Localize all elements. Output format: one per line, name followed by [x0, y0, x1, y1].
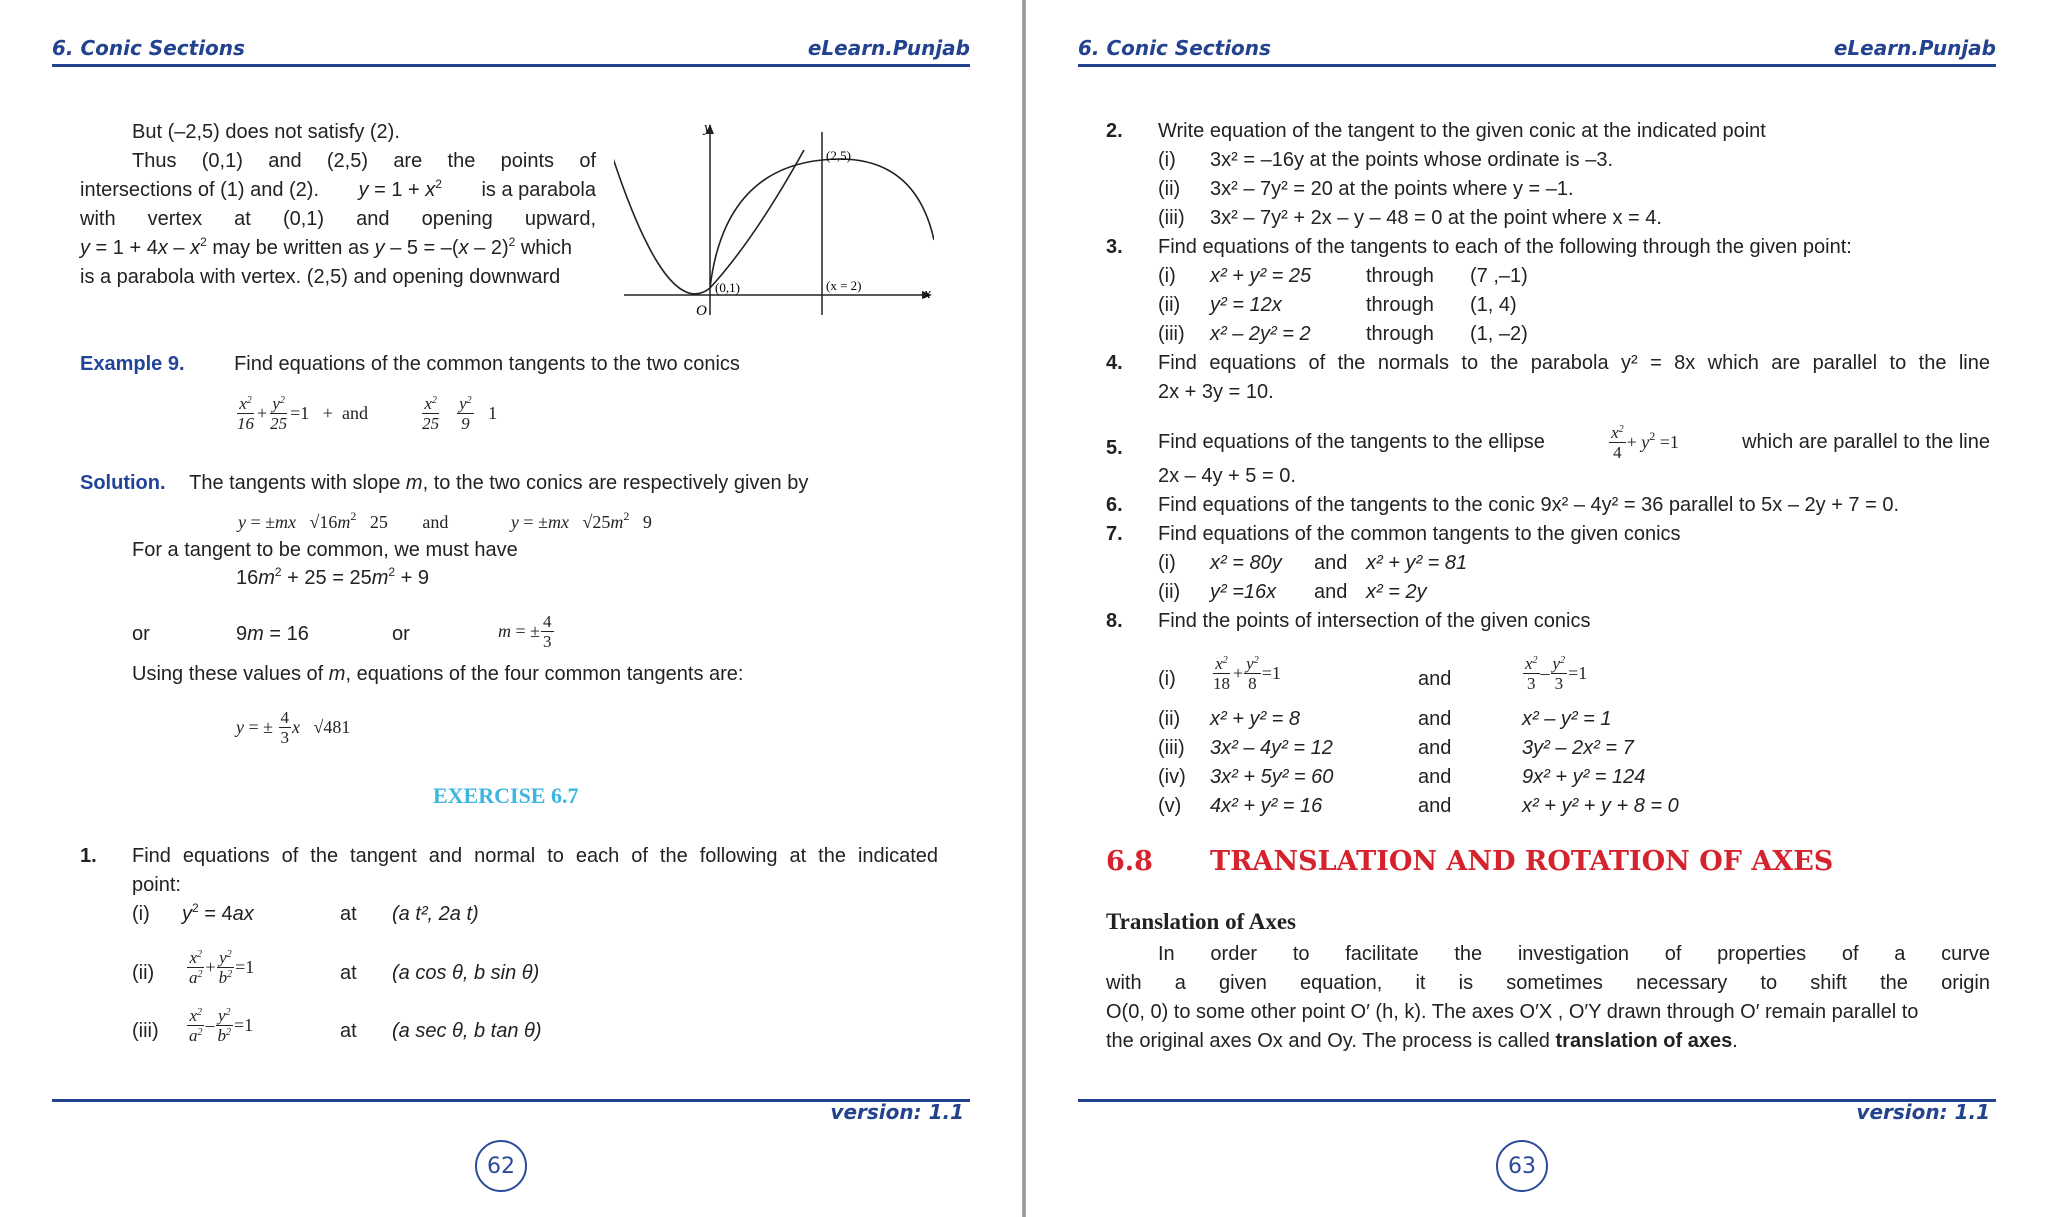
header-brand: eLearn.Punjab: [807, 36, 970, 60]
section-title: TRANSLATION AND ROTATION OF AXES: [1210, 846, 1834, 877]
q7-row-and: and: [1314, 552, 1348, 574]
q5-ellipse-formula: $\frac{x^2}{4}$ + $y^2 =1$: [1611, 423, 1679, 463]
para-line-2: with a given equation, it is sometimes necessary to shift the origin: [1106, 972, 1990, 994]
para-text: .: [1732, 1030, 1738, 1052]
q8-i-label: (i): [1158, 668, 1176, 690]
q3-row-point: (1, –2): [1470, 323, 1528, 345]
intro-line-5: $y = 1 + 4x - x^2$ may be written as y – 5 = –(x – 2)$^2$ which: [80, 235, 572, 259]
q3-row-equation: y² = 12x: [1210, 294, 1282, 316]
q8-row-label: (v): [1158, 795, 1182, 817]
q5-text-line-2: 2x – 4y + 5 = 0.: [1158, 465, 1296, 487]
using-values-line: Using these values of m, equations of the four common tangents are:: [132, 663, 744, 685]
tangent-equations: y = ±mx $√16m^2$ 25 and y = ±mx $√25m^2$ 9: [238, 509, 652, 532]
q8-i-and: and: [1418, 668, 1452, 690]
q3-row-label: (i): [1158, 265, 1176, 287]
q1-ii-label: (ii): [132, 962, 155, 984]
example-text: Find equations of the common tangents to the two conics: [234, 353, 740, 375]
intro-line-3: [80, 176, 596, 204]
solution-text: , to the two conics are respectively given by: [422, 472, 809, 494]
and-text: and: [341, 403, 368, 423]
q8-row-a: x² + y² = 8: [1210, 708, 1301, 730]
nine-m-equation: 9m = 16: [236, 623, 309, 645]
section-number: 6.8: [1106, 846, 1153, 877]
q4-text-line-2: 2x + 3y = 10.: [1158, 381, 1274, 403]
common-equation: $16m^2 + 25 = 25m^2 + 9$: [236, 565, 429, 589]
q1-i-label: (i): [132, 903, 150, 925]
q8-row-and: and: [1418, 708, 1452, 730]
q6-text: Find equations of the tangents to the conic 9x² – 4y² = 36 parallel to 5x – 2y + 7 = 0.: [1158, 494, 1900, 516]
q8-row-label: (iv): [1158, 766, 1186, 788]
q1-text-line-1: Find equations of the tangent and normal to each of the following at the indicated: [132, 845, 938, 867]
exercise-title: EXERCISE 6.7: [433, 783, 579, 808]
upward-parabola: [614, 130, 804, 294]
q8-row-b: 9x² + y² = 124: [1522, 766, 1646, 788]
q8-row-a: 3x² – 4y² = 12: [1210, 737, 1333, 759]
subheading-translation-of-axes: Translation of Axes: [1106, 909, 1296, 934]
or-label-1: or: [132, 623, 150, 645]
q2-ii-label: (ii): [1158, 178, 1181, 200]
q7-row-b: x² + y² = 81: [1366, 552, 1468, 574]
header-rule: [1078, 64, 1996, 67]
page-63: [1026, 0, 2048, 1217]
q1-i-point: (a t², 2a t): [392, 903, 479, 925]
page-number: 62: [475, 1140, 527, 1192]
footer-version: version: 1.1: [1856, 1100, 1990, 1124]
q8-row-and: and: [1418, 737, 1452, 759]
q7-text: Find equations of the common tangents to the given conics: [1158, 523, 1681, 545]
q3-number: 3.: [1106, 236, 1123, 258]
graph-label-x-equals-2: (x = 2): [826, 278, 862, 293]
q1-text-line-2: point:: [132, 874, 181, 896]
parabola-eq-1: $y = 1 + x^2$: [358, 177, 442, 201]
solution-line: [80, 469, 808, 497]
para-text: the original axes Ox and Oy. The process is called: [1106, 1030, 1550, 1052]
parabolas-graph: [614, 120, 934, 320]
q1-ii-point: (a cos θ, b sin θ): [392, 962, 540, 984]
q8-row-a: 3x² + 5y² = 60: [1210, 766, 1334, 788]
common-condition: For a tangent to be common, we must have: [132, 539, 518, 561]
q7-row-label: (ii): [1158, 581, 1181, 603]
q8-number: 8.: [1106, 610, 1123, 632]
q1-iii-point: (a sec θ, b tan θ): [392, 1020, 542, 1042]
example-label: Example 9.: [80, 353, 185, 375]
q8-row-b: 3y² – 2x² = 7: [1522, 737, 1634, 759]
graph-label-x: x: [924, 286, 931, 302]
header-chapter-title: 6. Conic Sections: [52, 36, 245, 60]
page-62: [0, 0, 1022, 1217]
graph-label-y: y: [704, 120, 711, 136]
q1-iii-label: (iii): [132, 1020, 159, 1042]
q3-row-point: (1, 4): [1470, 294, 1517, 316]
and-text: and: [422, 512, 449, 532]
para-bold-term: translation of axes: [1555, 1030, 1733, 1052]
q8-text: Find the points of intersection of the given conics: [1158, 610, 1591, 632]
q1-ii-at: at: [340, 962, 357, 984]
para-line-4: [1106, 1027, 1738, 1055]
q8-row-and: and: [1418, 795, 1452, 817]
q5-text: Find equations of the tangents to the ellipse: [1158, 431, 1545, 454]
q7-row-a: x² = 80y: [1210, 552, 1282, 574]
q8-row-b: x² + y² + y + 8 = 0: [1522, 795, 1679, 817]
m-value: m = ± $\frac{4}{3}$: [498, 612, 552, 651]
q5-text-line-1: [1158, 422, 1990, 462]
q3-row-point: (7 ,–1): [1470, 265, 1528, 287]
solution-text: The tangents with slope: [189, 472, 401, 494]
q8-row-label: (ii): [1158, 708, 1181, 730]
q3-text: Find equations of the tangents to each of the following through the given point:: [1158, 236, 1852, 258]
q7-number: 7.: [1106, 523, 1123, 545]
q2-number: 2.: [1106, 120, 1123, 142]
q3-row-label: (ii): [1158, 294, 1181, 316]
q3-row-through: through: [1366, 323, 1434, 345]
q7-row-a: y² =16x: [1210, 581, 1277, 603]
intro-line-1: But (–2,5) does not satisfy (2).: [132, 121, 400, 143]
q6-number: 6.: [1106, 494, 1123, 516]
graph-label-point-0-1: (0,1): [715, 280, 740, 295]
header-rule: [52, 64, 970, 67]
q4-number: 4.: [1106, 352, 1123, 374]
q1-i-at: at: [340, 903, 357, 925]
q4-text-line-1: Find equations of the normals to the parabola y² = 8x which are parallel to the line: [1158, 352, 1990, 374]
graph-label-origin: O: [696, 303, 707, 319]
q7-row-label: (i): [1158, 552, 1176, 574]
slope-m: m: [405, 472, 423, 494]
q7-row-b: x² = 2y: [1366, 581, 1427, 603]
q1-iii-at: at: [340, 1020, 357, 1042]
q3-row-equation: x² – 2y² = 2: [1210, 323, 1311, 345]
intro-text: which: [520, 237, 572, 259]
graph-label-point-2-5: (2,5): [826, 148, 851, 163]
q5-text: which are parallel to the line: [1742, 431, 1990, 454]
q1-i-equation: $y^2 = 4ax$: [182, 901, 254, 925]
q2-iii-text: 3x² – 7y² + 2x – y – 48 = 0 at the point where x = 4.: [1210, 207, 1662, 229]
q8-i-equation-a: $\frac{x^2}{18}$ + $\frac{y^2}{8}$ =1: [1213, 654, 1281, 694]
q2-i-label: (i): [1158, 149, 1176, 171]
q2-i-text: 3x² = –16y at the points whose ordinate is –3.: [1210, 149, 1614, 171]
intro-line-2: Thus (0,1) and (2,5) are the points of: [132, 150, 596, 172]
using-text: Using these values of: [132, 663, 324, 685]
footer-version: version: 1.1: [830, 1100, 964, 1124]
intro-line-6: is a parabola with vertex. (2,5) and opening downward: [80, 266, 561, 288]
intro-text: intersections of (1) and (2).: [80, 179, 319, 201]
q8-i-equation-b: $\frac{x^2}{3}$ – $\frac{y^2}{3}$ =1: [1525, 654, 1588, 694]
q8-row-label: (iii): [1158, 737, 1185, 759]
q8-row-b: x² – y² = 1: [1522, 708, 1612, 730]
using-text: , equations of the four common tangents are:: [345, 663, 744, 685]
or-label-2: or: [392, 623, 410, 645]
para-line-3: O(0, 0) to some other point O′ (h, k). The axes O′X , O′Y drawn through O′ remain parallel to: [1106, 1001, 1919, 1023]
q2-text: Write equation of the tangent to the given conic at the indicated point: [1158, 120, 1766, 142]
header-chapter-title: 6. Conic Sections: [1078, 36, 1271, 60]
q1-iii-equation: $\frac{x^2}{a^2}$ – $\frac{y^2}{b^2}$ =1: [189, 1006, 254, 1046]
example-conics-formula: $\frac{x^2}{16}$ + $\frac{y^2}{25}$ =1 + and $\frac{x^2}{25}$ $\frac{y^2}{9}$ 1: [237, 394, 498, 434]
example-line: [80, 350, 740, 378]
q2-iii-label: (iii): [1158, 207, 1185, 229]
q1-ii-equation: $\frac{x^2}{a^2}$ + $\frac{y^2}{b^2}$ =1: [189, 948, 255, 988]
intro-text: is a parabola: [481, 179, 596, 201]
q7-row-and: and: [1314, 581, 1348, 603]
q2-ii-text: 3x² – 7y² = 20 at the points where y = –1.: [1210, 178, 1574, 200]
intro-text: may be written as: [212, 237, 370, 259]
q3-row-equation: x² + y² = 25: [1210, 265, 1312, 287]
para-line-1: In order to facilitate the investigation of properties of a curve: [1158, 943, 1990, 965]
q1-number: 1.: [80, 845, 97, 867]
q8-row-and: and: [1418, 766, 1452, 788]
solution-label: Solution.: [80, 472, 166, 494]
q3-row-through: through: [1366, 265, 1434, 287]
page-number: 63: [1496, 1140, 1548, 1192]
q8-row-a: 4x² + y² = 16: [1210, 795, 1323, 817]
q3-row-label: (iii): [1158, 323, 1185, 345]
q3-row-through: through: [1366, 294, 1434, 316]
intro-line-4: with vertex at (0,1) and opening upward,: [80, 208, 596, 230]
header-brand: eLearn.Punjab: [1833, 36, 1996, 60]
q5-number: 5.: [1106, 437, 1123, 459]
common-tangents-formula: y = ± $\frac{4}{3}$ x √481: [236, 708, 351, 747]
